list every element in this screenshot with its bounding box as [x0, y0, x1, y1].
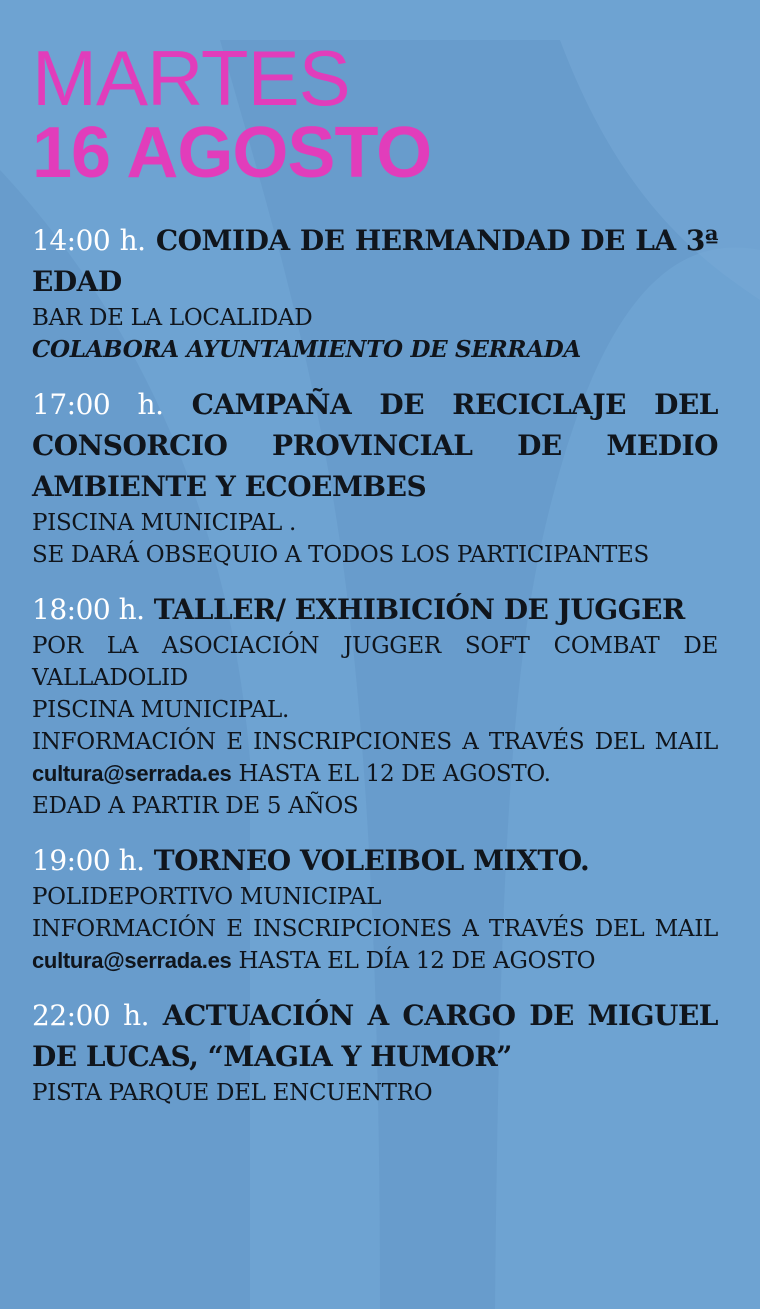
registration-text: INFORMACIÓN E INSCRIPCIONES A TRAVÉS DEL MAIL	[32, 729, 718, 755]
event-5	[32, 995, 718, 1109]
email-address: cultura@serrada.es	[32, 948, 232, 973]
registration-deadline: HASTA EL 12 DE AGOSTO.	[238, 761, 551, 787]
event-location: PISTA PARQUE DEL ENCUENTRO	[32, 1080, 433, 1106]
email-address: cultura@serrada.es	[32, 761, 232, 786]
event-time: 18:00 h.	[32, 593, 145, 626]
event-title: CAMPAÑA DE RECICLAJE DEL CONSORCIO PROVINCIAL DE MEDIO AMBIENTE Y ECOEMBES	[32, 388, 718, 503]
event-registration	[32, 726, 718, 790]
event-location: POLIDEPORTIVO MUNICIPAL	[32, 884, 382, 910]
event-location: PISCINA MUNICIPAL .	[32, 510, 297, 536]
right-edge-strip	[760, 0, 771, 1309]
event-header	[32, 589, 718, 630]
date-title: 16 AGOSTO	[32, 113, 432, 193]
event-location: BAR DE LA LOCALIDAD	[32, 305, 313, 331]
event-header	[32, 840, 718, 881]
event-organizer: POR LA ASOCIACIÓN JUGGER SOFT COMBAT DE VALLADOLID	[32, 633, 718, 691]
event-4	[32, 840, 718, 977]
event-header	[32, 220, 718, 302]
event-location: PISCINA MUNICIPAL.	[32, 697, 290, 723]
event-time: 14:00 h.	[32, 224, 146, 257]
event-time: 22:00 h.	[32, 999, 149, 1032]
registration-deadline: HASTA EL DÍA 12 DE AGOSTO	[238, 948, 596, 974]
event-title: TALLER/ EXHIBICIÓN DE JUGGER	[153, 593, 685, 626]
event-header	[32, 995, 718, 1077]
event-note: COLABORA AYUNTAMIENTO DE SERRADA	[32, 336, 581, 363]
day-title: MARTES	[32, 34, 350, 122]
event-age-note: EDAD A PARTIR DE 5 AÑOS	[32, 793, 359, 819]
event-title: TORNEO VOLEIBOL MIXTO.	[153, 844, 590, 877]
event-title: COMIDA DE HERMANDAD DE LA 3ª EDAD	[32, 224, 719, 298]
event-title: ACTUACIÓN A CARGO DE MIGUEL DE LUCAS, “MAGIA Y HUMOR”	[32, 999, 718, 1073]
event-2	[32, 384, 718, 571]
event-3	[32, 589, 718, 822]
event-time: 17:00 h.	[32, 388, 164, 421]
event-time: 19:00 h.	[32, 844, 145, 877]
event-registration	[32, 913, 718, 977]
event-1	[32, 220, 718, 366]
event-detail: SE DARÁ OBSEQUIO A TODOS LOS PARTICIPANTES	[32, 542, 650, 568]
registration-text: INFORMACIÓN E INSCRIPCIONES A TRAVÉS DEL MAIL	[32, 916, 718, 942]
event-header	[32, 384, 718, 507]
schedule-content	[32, 34, 719, 1109]
